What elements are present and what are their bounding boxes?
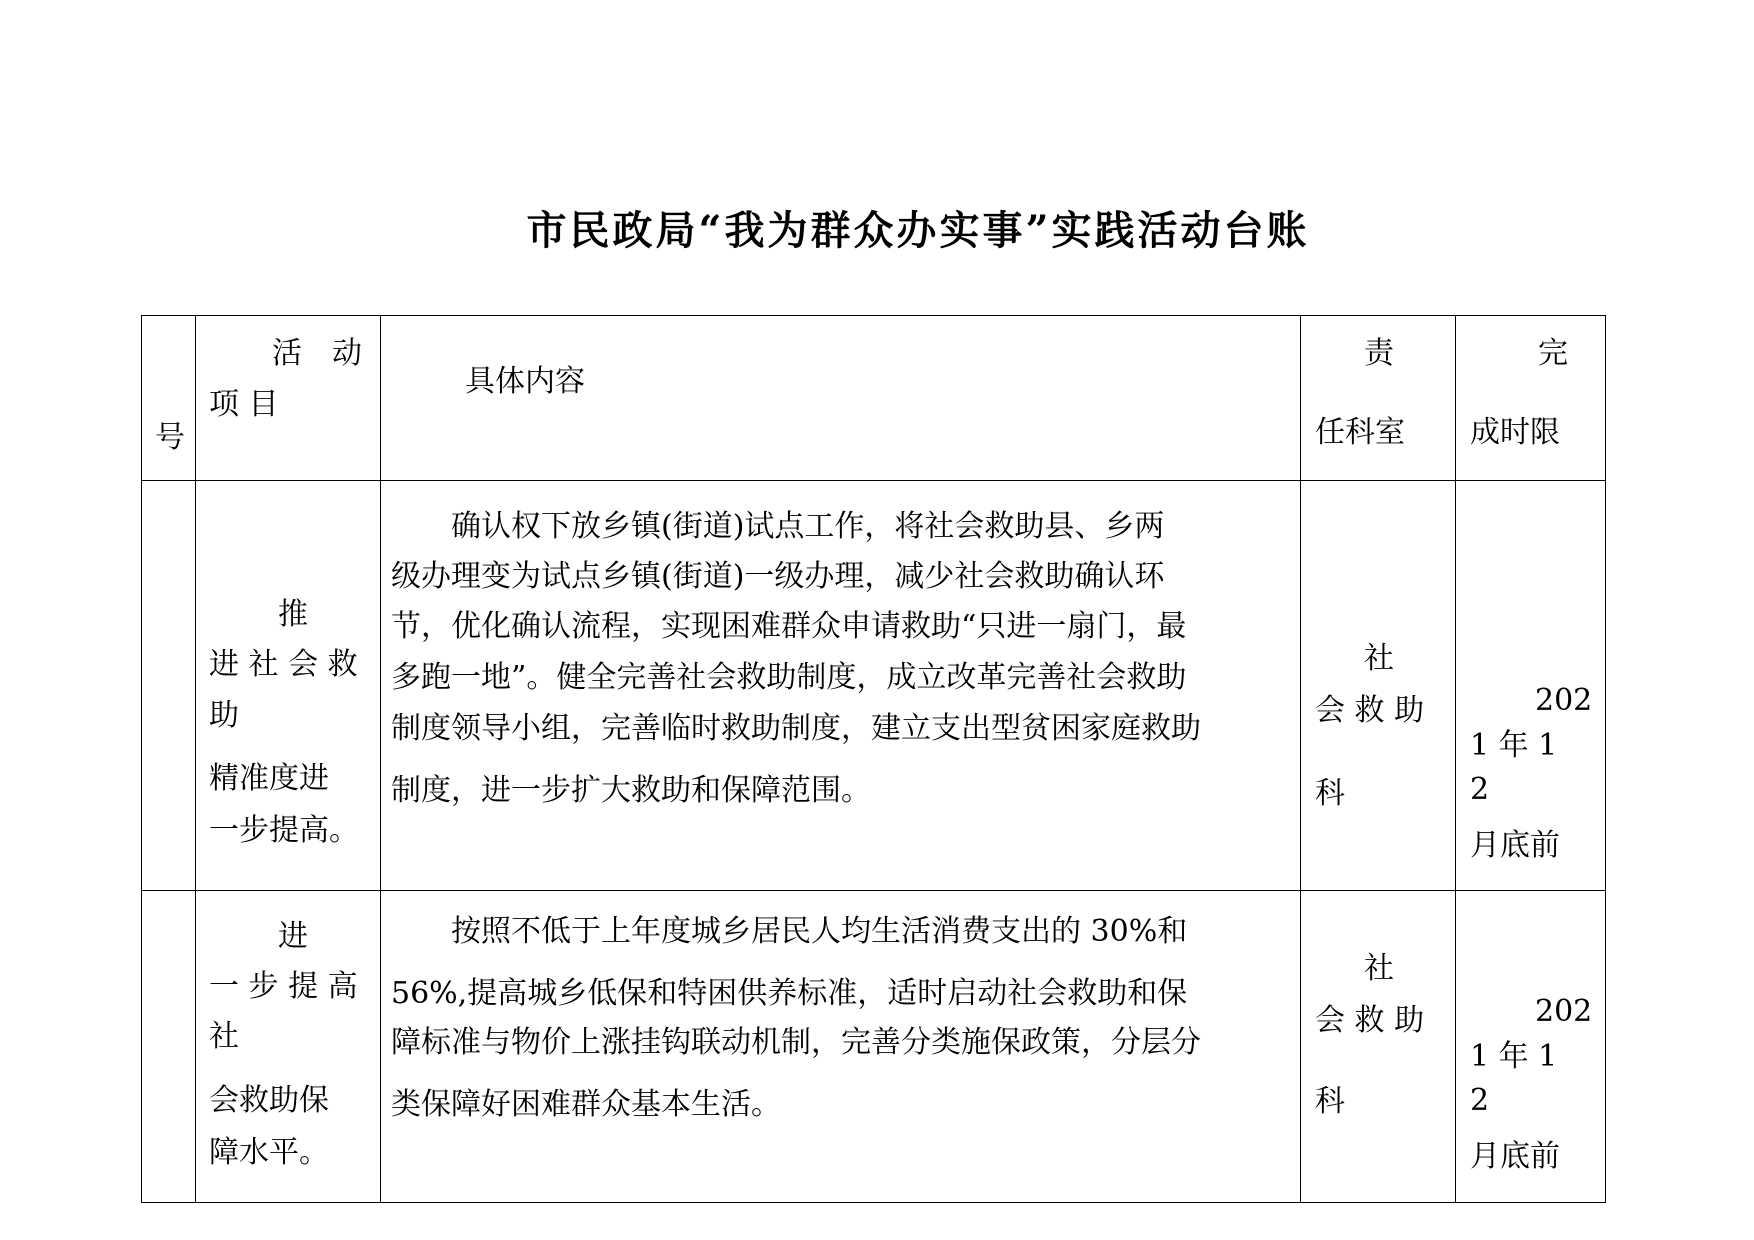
row-content-line: 56%,提高城乡低保和特困供养标准，适时启动社会救助和保 [391, 976, 1188, 1011]
header-deadline-cell [1456, 316, 1606, 481]
row-dept-line: 科 [1315, 776, 1345, 811]
row-item-line: 进 社 会 救 [209, 647, 358, 682]
page-title: 市民政局“我为群众办实事”实践活动台账 [526, 207, 1310, 254]
header-content-label: 具体内容 [465, 364, 585, 399]
row-item-line: 会救助保 [209, 1083, 329, 1118]
header-item-cell [196, 316, 381, 481]
header-dept-cell [1301, 316, 1456, 481]
row-content-line: 多跑一地”。健全完善社会救助制度，成立改革完善社会救助 [391, 660, 1187, 695]
row-dept-line: 科 [1315, 1084, 1345, 1119]
row-no-cell [142, 891, 196, 1203]
row-dept-line: 会 救 助 [1315, 693, 1425, 728]
row-deadline-line: 1 年 1 [1470, 1039, 1558, 1074]
row-content-cell [381, 481, 1301, 891]
row-no-cell [142, 481, 196, 891]
row-deadline-cell [1456, 481, 1606, 891]
header-item-label-line2: 项 目 [209, 387, 279, 422]
row-deadline-cell [1456, 891, 1606, 1203]
table-row [142, 481, 1606, 891]
row-content-line: 类保障好困难群众基本生活。 [391, 1087, 781, 1122]
row-deadline-line: 202 [1535, 683, 1593, 718]
row-content-line: 制度领导小组，完善临时救助制度，建立支出型贫困家庭救助 [391, 711, 1201, 746]
header-no-cell [142, 316, 196, 481]
row-item-line: 障水平。 [209, 1135, 329, 1170]
row-deadline-line: 2 [1470, 1083, 1490, 1118]
row-dept-cell [1301, 891, 1456, 1203]
row-item-line: 精准度进 [209, 761, 329, 796]
row-item-cell [196, 481, 381, 891]
header-dept-label-line2: 任科室 [1315, 415, 1405, 450]
row-item-line: 助 [209, 698, 239, 733]
row-content-line: 节，优化确认流程，实现困难群众申请救助“只进一扇门，最 [391, 609, 1187, 644]
header-no-label: 号 [155, 420, 185, 455]
table-row [142, 891, 1606, 1203]
header-deadline-label-line1: 完 [1538, 336, 1568, 371]
row-deadline-line: 月底前 [1470, 828, 1560, 863]
row-item-line: 社 [209, 1019, 239, 1054]
header-dept-label-line1: 责 [1364, 336, 1394, 371]
row-content-line: 障标准与物价上涨挂钩联动机制，完善分类施保政策，分层分 [391, 1025, 1201, 1060]
header-item-label-line1: 活 动 [272, 336, 362, 371]
row-dept-line: 社 [1364, 951, 1394, 986]
row-content-cell [381, 891, 1301, 1203]
row-item-cell [196, 891, 381, 1203]
row-dept-cell [1301, 481, 1456, 891]
row-item-line: 一 步 提 高 [209, 969, 358, 1004]
row-content-line: 确认权下放乡镇(街道)试点工作，将社会救助县、乡两 [391, 509, 1165, 544]
row-content-line: 按照不低于上年度城乡居民人均生活消费支出的 30%和 [391, 914, 1188, 949]
header-content-cell [381, 316, 1301, 481]
row-deadline-line: 月底前 [1470, 1139, 1560, 1174]
row-item-line: 进 [278, 919, 308, 954]
row-dept-line: 会 救 助 [1315, 1003, 1425, 1038]
table-header-row [142, 316, 1606, 481]
row-content-line: 级办理变为试点乡镇(街道)一级办理，减少社会救助确认环 [391, 559, 1165, 594]
row-item-line: 一步提高。 [209, 813, 359, 848]
row-deadline-line: 202 [1535, 994, 1593, 1029]
row-deadline-line: 1 年 1 [1470, 728, 1558, 763]
row-dept-line: 社 [1364, 641, 1394, 676]
row-deadline-line: 2 [1470, 772, 1490, 807]
activity-ledger-table [141, 315, 1606, 1203]
row-content-line: 制度，进一步扩大救助和保障范围。 [391, 773, 871, 808]
row-item-line: 推 [278, 597, 308, 632]
header-deadline-label-line2: 成时限 [1470, 415, 1560, 450]
